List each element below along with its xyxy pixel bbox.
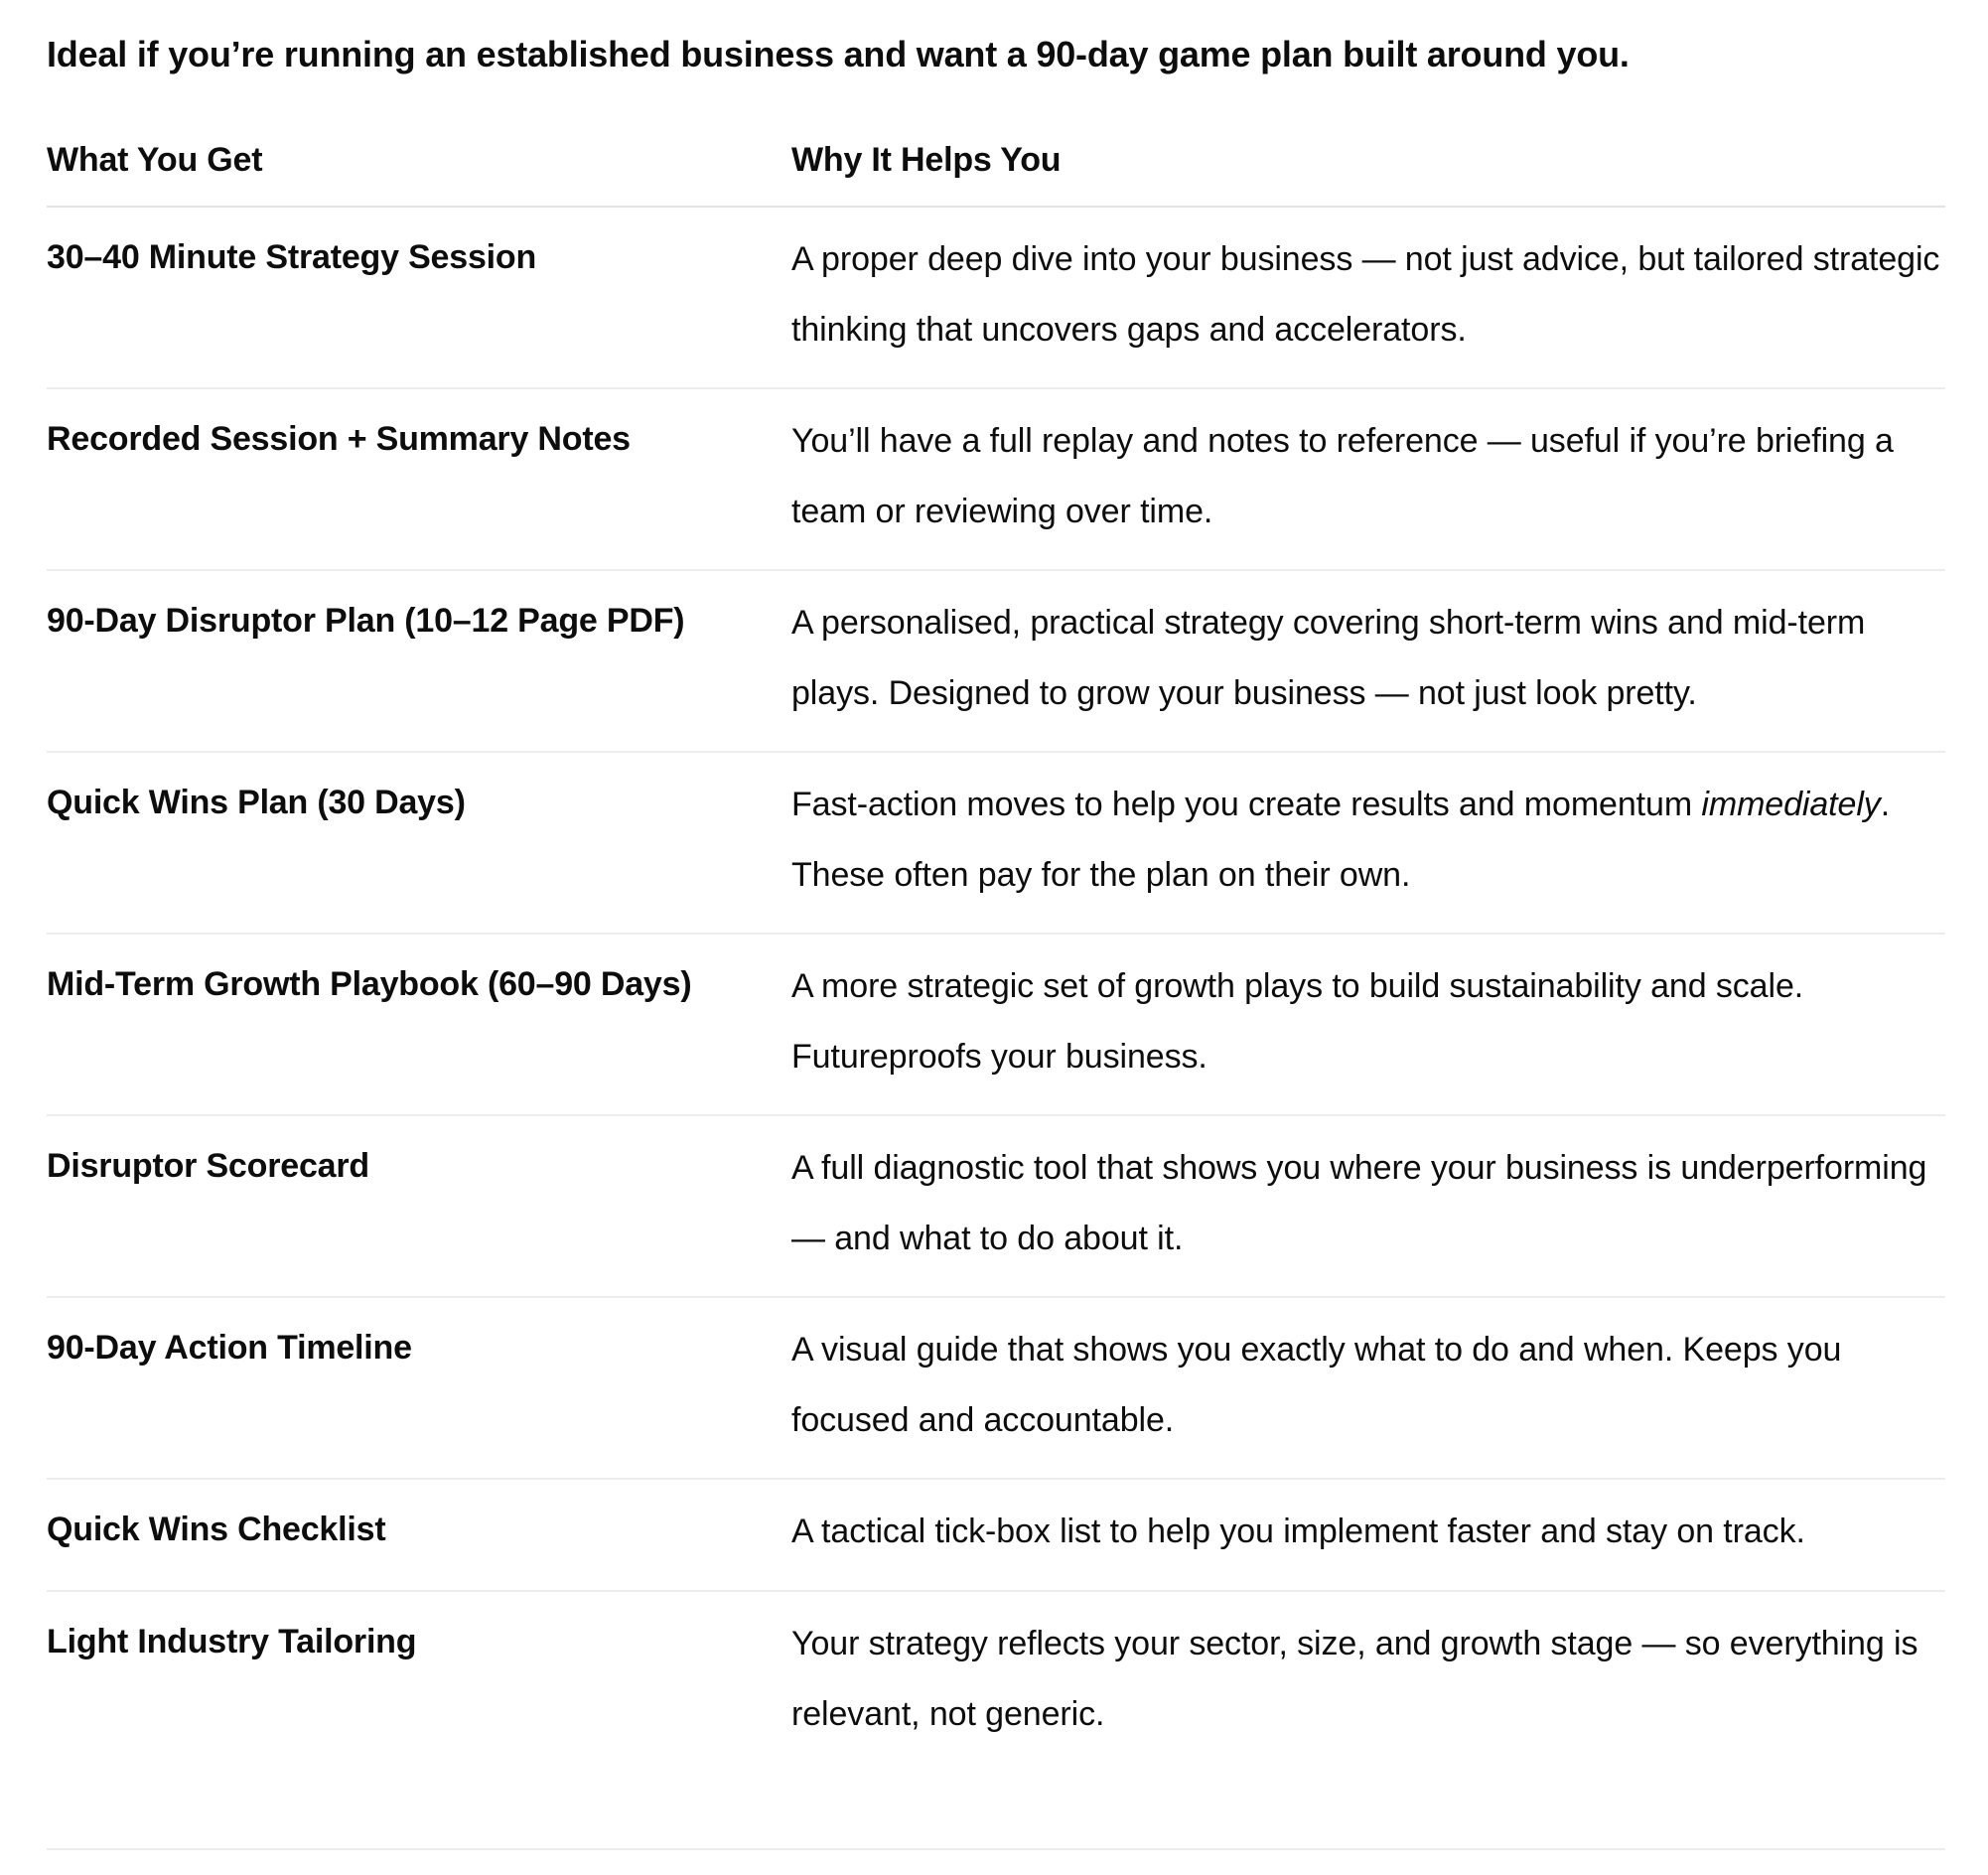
table-row: [47, 207, 1945, 388]
row-item-name: 90-Day Action Timeline: [47, 1297, 791, 1479]
row-item-name: 90-Day Disruptor Plan (10–12 Page PDF): [47, 570, 791, 752]
row-item-name: Disruptor Scorecard: [47, 1115, 791, 1297]
table-row: [47, 1115, 1945, 1297]
row-item-benefit: [791, 752, 1945, 934]
benefit-emphasis: immediately: [1701, 786, 1881, 823]
table-row: [47, 752, 1945, 934]
header-what-you-get: What You Get: [47, 119, 791, 207]
row-item-benefit: A more strategic set of growth plays to build sustainability and scale. Futureproofs your business.: [791, 934, 1945, 1115]
table-row: [47, 1591, 1945, 1849]
table-row: [47, 934, 1945, 1115]
table-header-row: [47, 119, 1945, 207]
table-row: [47, 1297, 1945, 1479]
row-item-name: 30–40 Minute Strategy Session: [47, 207, 791, 388]
row-item-benefit: A visual guide that shows you exactly what to do and when. Keeps you focused and accountable.: [791, 1297, 1945, 1479]
row-item-benefit: A full diagnostic tool that shows you where your business is underperforming — and what to do about it.: [791, 1115, 1945, 1297]
row-item-name: Quick Wins Plan (30 Days): [47, 752, 791, 934]
row-item-benefit: Your strategy reflects your sector, size, and growth stage — so everything is relevant, not generic.: [791, 1591, 1945, 1849]
features-table: [47, 119, 1945, 1850]
table-row: [47, 388, 1945, 570]
table-row: [47, 570, 1945, 752]
benefit-text-start: Fast-action moves to help you create results and momentum: [791, 786, 1702, 823]
row-item-name: Quick Wins Checklist: [47, 1479, 791, 1591]
row-item-benefit: A personalised, practical strategy covering short-term wins and mid-term plays. Designed to grow your business — not just look pretty.: [791, 570, 1945, 752]
benefit-text-end: . These often pay for the plan on their own.: [791, 786, 1891, 894]
intro-text: Ideal if you’re running an established business and want a 90-day game plan built around you.: [47, 34, 1630, 74]
table-row: [47, 1479, 1945, 1591]
row-item-benefit: A proper deep dive into your business — not just advice, but tailored strategic thinking that uncovers gaps and accelerators.: [791, 207, 1945, 388]
header-why-it-helps: Why It Helps You: [791, 119, 1945, 207]
row-item-benefit: You’ll have a full replay and notes to reference — useful if you’re briefing a team or reviewing over time.: [791, 388, 1945, 570]
row-item-name: Recorded Session + Summary Notes: [47, 388, 791, 570]
row-item-name: Mid-Term Growth Playbook (60–90 Days): [47, 934, 791, 1115]
row-item-name: Light Industry Tailoring: [47, 1591, 791, 1849]
row-item-benefit: A tactical tick-box list to help you implement faster and stay on track.: [791, 1479, 1945, 1591]
